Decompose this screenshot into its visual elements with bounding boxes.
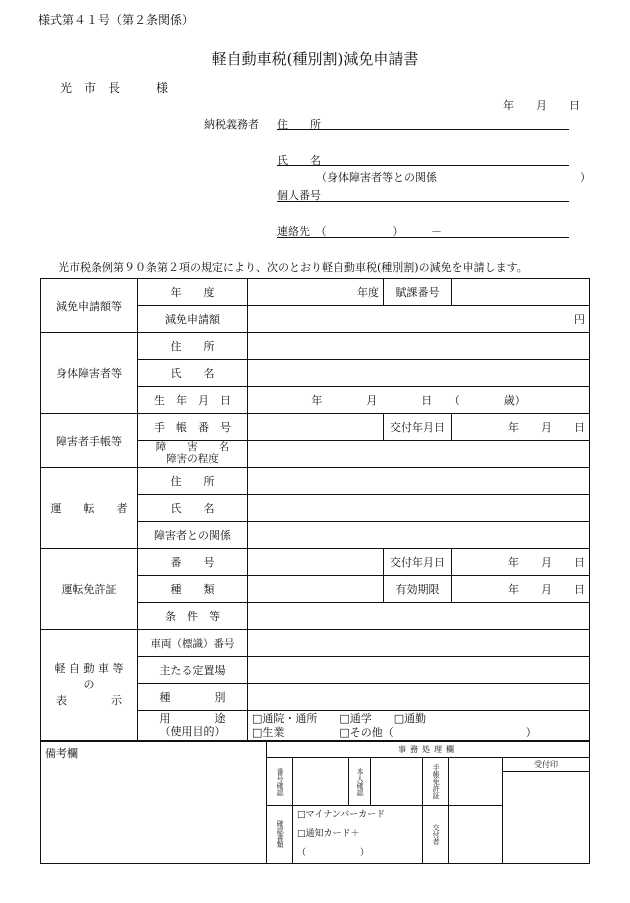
- purpose-label: [138, 711, 248, 741]
- page-title: 軽自動車税(種別割)減免申請書: [211, 50, 419, 68]
- disability-name-label: 障 害 名: [155, 441, 230, 454]
- taxpayer-label: 納税義務者: [204, 118, 259, 131]
- vehicle-section-label: [41, 630, 138, 741]
- number-check-field[interactable]: [293, 758, 349, 806]
- license-type-field[interactable]: [248, 576, 384, 603]
- doc-check-label-cell: [267, 806, 293, 864]
- disabled-address-field[interactable]: [248, 333, 590, 360]
- form-number: 様式第４１号（第２条関係）: [38, 13, 195, 27]
- amount-label: 減免申請額: [138, 306, 248, 333]
- driver-relation-label: 障害者との関係: [138, 522, 248, 549]
- dob-field[interactable]: 年 月 日 （ 歳）: [248, 387, 590, 414]
- office-table: [40, 741, 590, 864]
- license-check-field[interactable]: [449, 758, 503, 806]
- addressee: 光 市 長 様: [60, 81, 169, 95]
- stamp-label: 受付印: [503, 758, 590, 772]
- table-row: [41, 279, 590, 306]
- table-row: [41, 414, 590, 441]
- purpose-options-row1[interactable]: □通院・通所 □通学 □通勤: [252, 712, 427, 726]
- driver-address-label: 住 所: [138, 468, 248, 495]
- disabled-name-field[interactable]: [248, 360, 590, 387]
- license-issue-label: 交付年月日: [384, 549, 452, 576]
- license-type-label: 種 類: [138, 576, 248, 603]
- applicant-address-label: 住 所: [277, 118, 321, 131]
- table-row: [41, 333, 590, 360]
- issuer-field[interactable]: [449, 806, 503, 864]
- handbook-number-label: 手 帳 番 号: [138, 414, 248, 441]
- handbook-issue-field[interactable]: 年 月 日: [452, 414, 590, 441]
- year-field[interactable]: 年度: [248, 279, 384, 306]
- applicant-name-label: 氏 名: [277, 154, 321, 167]
- purpose-label-line2: （使用目的）: [159, 724, 226, 738]
- purpose-label-line1: 用 途: [159, 711, 226, 725]
- license-conditions-label: 条 件 等: [138, 603, 248, 630]
- license-check-label: 手帳免許証: [432, 764, 441, 799]
- driver-name-field[interactable]: [248, 495, 590, 522]
- applicant-relation-label: （身体障害者等との関係 ）: [316, 171, 591, 184]
- date-line: 年 月 日: [503, 99, 580, 112]
- license-number-label: 番 号: [138, 549, 248, 576]
- intro-text: 光市税条例第９０条第２項の規定により、次のとおり軽自動車税(種別割)の減免を申請します。: [58, 261, 528, 274]
- stamp-field[interactable]: [503, 772, 590, 864]
- kind-field[interactable]: [248, 684, 590, 711]
- license-valid-label: 有効期限: [384, 576, 452, 603]
- amount-field[interactable]: 円: [248, 306, 590, 333]
- kind-label: 種 別: [138, 684, 248, 711]
- applicant-contact-label: 連絡先 （ ） －: [277, 225, 442, 238]
- disability-label: [138, 441, 248, 468]
- applicant-mynumber-label: 個人番号: [277, 189, 321, 202]
- storage-field[interactable]: [248, 657, 590, 684]
- disabled-address-label: 住 所: [138, 333, 248, 360]
- notice-card-option[interactable]: □通知カード＋（ ）: [297, 828, 370, 858]
- office-title: 事務処理欄: [267, 742, 590, 758]
- issuer-label-cell: [423, 806, 449, 864]
- license-check-label-cell: [423, 758, 449, 806]
- tax-number-field[interactable]: [452, 279, 590, 306]
- mynumber-card-option[interactable]: □マイナンバーカード: [297, 810, 386, 820]
- license-valid-field[interactable]: 年 月 日: [452, 576, 590, 603]
- number-check-label-cell: [267, 758, 293, 806]
- applicant-contact-field[interactable]: [277, 237, 569, 238]
- driver-relation-field[interactable]: [248, 522, 590, 549]
- issuer-label: 交付者: [432, 823, 441, 845]
- plate-field[interactable]: [248, 630, 590, 657]
- application-table: [40, 278, 590, 741]
- vehicle-label-line3: 表 示: [56, 693, 122, 707]
- vehicle-label-line2: の: [83, 678, 95, 692]
- remarks-field[interactable]: [41, 742, 267, 864]
- handbook-section-label: 障害者手帳等: [41, 414, 138, 468]
- year-label: 年 度: [138, 279, 248, 306]
- identity-check-label-cell: [349, 758, 371, 806]
- license-number-field[interactable]: [248, 549, 384, 576]
- driver-address-field[interactable]: [248, 468, 590, 495]
- vehicle-label-line1: 軽 自 動 車 等: [54, 662, 124, 676]
- disability-degree-label: 障害の程度: [166, 453, 219, 465]
- identity-check-field[interactable]: [371, 758, 423, 806]
- plate-label: 車両（標識）番号: [138, 630, 248, 657]
- license-issue-field[interactable]: 年 月 日: [452, 549, 590, 576]
- number-check-label: 番号確認: [276, 767, 285, 796]
- driver-name-label: 氏 名: [138, 495, 248, 522]
- table-row: [41, 468, 590, 495]
- applicant-name-field[interactable]: [277, 165, 569, 166]
- tax-number-label: 賦課番号: [384, 279, 452, 306]
- license-conditions-field[interactable]: [248, 603, 590, 630]
- disability-field[interactable]: [248, 441, 590, 468]
- disabled-name-label: 氏 名: [138, 360, 248, 387]
- doc-check-label: 確認書類: [276, 820, 285, 849]
- table-row: [41, 630, 590, 657]
- storage-label: 主たる定置場: [138, 657, 248, 684]
- license-section-label: 運転免許証: [41, 549, 138, 630]
- driver-section-label: 運 転 者: [41, 468, 138, 549]
- purpose-options[interactable]: [248, 711, 590, 741]
- handbook-issue-label: 交付年月日: [384, 414, 452, 441]
- handbook-number-field[interactable]: [248, 414, 384, 441]
- dob-label: 生 年 月 日: [138, 387, 248, 414]
- disabled-section-label: 身体障害者等: [41, 333, 138, 414]
- remarks-label: 備考欄: [45, 747, 78, 760]
- applicant-mynumber-field[interactable]: [277, 201, 569, 202]
- doc-options[interactable]: [293, 806, 423, 864]
- table-row: [41, 549, 590, 576]
- exemption-section-label: 減免申請額等: [41, 279, 138, 333]
- purpose-options-row2[interactable]: □生業 □その他（ ）: [252, 725, 537, 739]
- applicant-address-field[interactable]: [277, 129, 569, 130]
- identity-check-label: 本人確認: [356, 767, 365, 796]
